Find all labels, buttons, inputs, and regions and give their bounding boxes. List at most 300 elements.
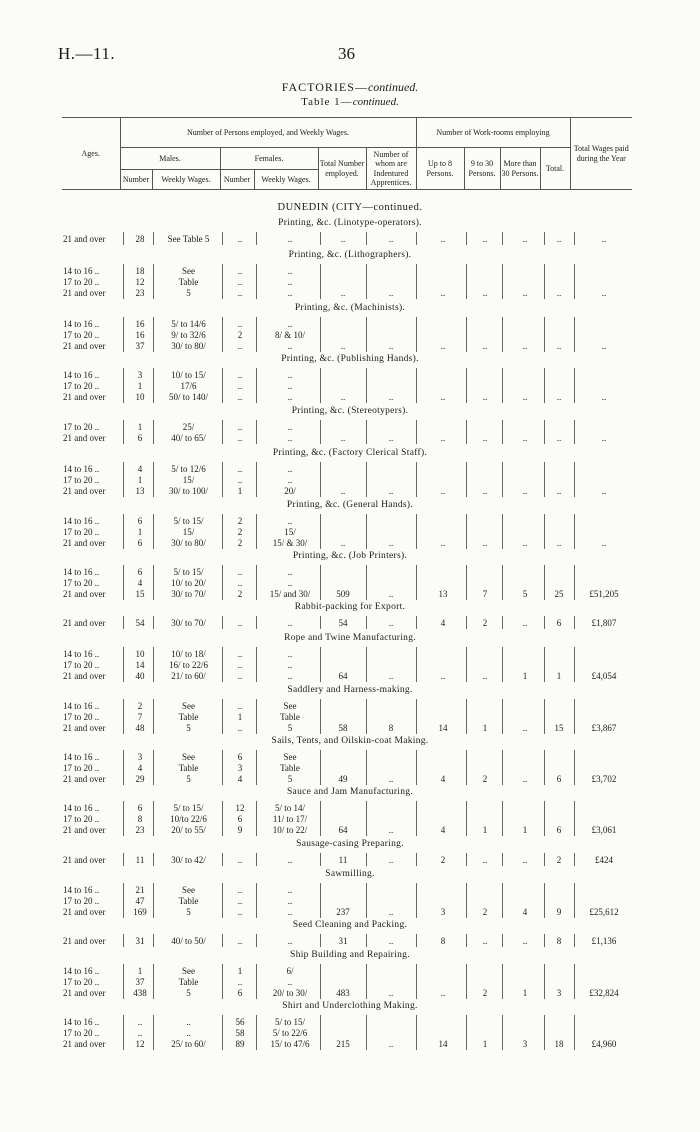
column-rule	[544, 565, 545, 600]
cell-females-wages: ..	[287, 319, 293, 329]
column-rule	[153, 934, 154, 947]
cell-males-number: 3	[137, 370, 143, 380]
column-rule	[222, 883, 223, 918]
column-rule	[256, 647, 257, 682]
column-rule	[416, 964, 417, 999]
cell-females-wages: Table	[280, 712, 300, 722]
column-rule	[222, 565, 223, 600]
column-rule	[466, 934, 467, 947]
cell-total-employed: 58	[338, 723, 348, 733]
cell-rooms-more-than-30: 5	[522, 589, 528, 599]
column-rule	[574, 750, 575, 785]
cell-age: 14 to 16 ..	[63, 464, 100, 474]
cell-males-wages: ..	[186, 1028, 191, 1038]
cell-females-wages: 20/	[284, 486, 296, 496]
cell-indentured: ..	[388, 988, 394, 998]
table-row	[0, 319, 700, 330]
column-rule	[544, 964, 545, 999]
page-title	[0, 80, 700, 95]
cell-males-wages: See Table 5	[167, 234, 210, 244]
cell-rooms-9-to-30: 2	[482, 988, 488, 998]
cell-males-wages: 30/ to 100/	[168, 486, 208, 496]
cell-total-wages: £3,061	[591, 825, 617, 835]
section-title: Rabbit-packing for Export.	[294, 602, 406, 612]
cell-age: 17 to 20 ..	[63, 763, 100, 773]
cell-total-wages: £32,824	[589, 988, 619, 998]
column-rule	[502, 883, 503, 918]
column-rule	[466, 964, 467, 999]
cell-rooms-total: 1	[556, 671, 562, 681]
cell-females-number: ..	[237, 422, 243, 432]
column-rule	[123, 801, 124, 836]
cell-males-number: 6	[137, 516, 143, 526]
column-rule	[416, 853, 417, 866]
cell-age: 14 to 16 ..	[63, 966, 100, 976]
cell-females-wages: 5/ to 22/6	[272, 1028, 308, 1038]
column-rule	[416, 1015, 417, 1050]
cell-females-number: ..	[237, 433, 243, 443]
cell-indentured: ..	[388, 234, 394, 244]
column-rule	[123, 565, 124, 600]
cell-females-number: 2	[237, 589, 243, 599]
cell-females-number: ..	[237, 319, 243, 329]
cell-females-number: ..	[237, 475, 243, 485]
column-rule	[320, 883, 321, 918]
cell-rooms-more-than-30: 4	[522, 907, 528, 917]
cell-females-wages: ..	[287, 578, 293, 588]
cell-total-employed: ..	[340, 288, 346, 298]
column-rule	[544, 1015, 545, 1050]
cell-males-number: 2	[137, 701, 143, 711]
cell-males-number: 29	[135, 774, 145, 784]
cell-females-wages: ..	[287, 422, 293, 432]
cell-males-number: 12	[135, 1039, 145, 1049]
table-row	[0, 618, 700, 629]
cell-rooms-total: ..	[556, 234, 562, 244]
table-row	[0, 475, 700, 486]
cell-males-wages: 5	[186, 907, 191, 917]
cell-females-number: ..	[237, 977, 243, 987]
cell-total-wages: £1,136	[591, 936, 617, 946]
table-row	[0, 578, 700, 589]
section-title: Printing, &c. (Factory Clerical Staff).	[272, 448, 428, 458]
column-rule	[416, 462, 417, 497]
column-rule	[574, 699, 575, 734]
table-row	[0, 464, 700, 475]
cell-males-wages: 16/ to 22/6	[168, 660, 208, 670]
cell-rooms-9-to-30: 7	[482, 589, 488, 599]
cell-total-wages: £4,960	[591, 1039, 617, 1049]
cell-females-wages: ..	[287, 392, 293, 402]
cell-females-number: ..	[237, 578, 243, 588]
column-rule	[123, 616, 124, 629]
cell-indentured: ..	[388, 825, 394, 835]
cell-rooms-more-than-30: ..	[522, 341, 528, 351]
cell-total-wages: £3,867	[591, 723, 617, 733]
cell-females-wages: ..	[287, 885, 293, 895]
column-rule	[320, 565, 321, 600]
cell-males-number: 54	[135, 618, 145, 628]
column-rule	[123, 883, 124, 918]
column-rule	[123, 647, 124, 682]
column-rule	[416, 647, 417, 682]
cell-males-wages: See	[182, 966, 195, 976]
cell-age: 14 to 16 ..	[63, 701, 100, 711]
cell-rooms-9-to-30: 1	[482, 723, 488, 733]
column-rule	[366, 801, 367, 836]
cell-age: 17 to 20 ..	[63, 578, 100, 588]
column-rule	[466, 368, 467, 403]
column-rule	[574, 420, 575, 444]
section-title: Printing, &c. (Linotype-operators).	[278, 218, 422, 228]
column-rule	[416, 616, 417, 629]
table-row	[0, 671, 700, 682]
column-rule	[544, 514, 545, 549]
cell-females-number: ..	[237, 266, 243, 276]
column-rule	[320, 368, 321, 403]
column-rule	[502, 964, 503, 999]
cell-males-wages: Table	[178, 712, 199, 722]
cell-females-wages: ..	[287, 618, 293, 628]
column-rule	[320, 964, 321, 999]
section-title: Printing, &c. (Publishing Hands).	[281, 354, 419, 364]
cell-rooms-9-to-30: 2	[482, 907, 488, 917]
cell-age: 21 and over	[63, 433, 106, 443]
cell-age: 21 and over	[63, 589, 106, 599]
cell-rooms-more-than-30: 1	[522, 671, 528, 681]
header-male-wages: Weekly Wages.	[152, 170, 220, 190]
column-rule	[544, 616, 545, 629]
cell-rooms-9-to-30: ..	[482, 234, 488, 244]
cell-rooms-up-to-8: 4	[440, 618, 446, 628]
column-rule	[416, 750, 417, 785]
column-rule	[466, 750, 467, 785]
cell-rooms-9-to-30: ..	[482, 433, 488, 443]
column-rule	[466, 420, 467, 444]
cell-females-number: ..	[237, 370, 243, 380]
cell-males-wages: See	[182, 885, 195, 895]
cell-females-wages: ..	[287, 277, 293, 287]
column-rule	[366, 462, 367, 497]
section-title: Saddlery and Harness-making.	[287, 685, 413, 695]
column-rule	[320, 647, 321, 682]
cell-males-number: 47	[135, 896, 145, 906]
cell-females-number: ..	[237, 381, 243, 391]
cell-indentured: ..	[388, 341, 394, 351]
cell-age: 21 and over	[63, 774, 106, 784]
cell-age: 21 and over	[63, 234, 106, 244]
column-rule	[256, 801, 257, 836]
column-rule	[123, 934, 124, 947]
cell-females-number: ..	[237, 660, 243, 670]
cell-rooms-9-to-30: 2	[482, 774, 488, 784]
cell-age: 14 to 16 ..	[63, 885, 100, 895]
cell-males-wages: ..	[186, 1017, 191, 1027]
column-rule	[153, 317, 154, 352]
column-rule	[416, 317, 417, 352]
table-row	[0, 516, 700, 527]
cell-rooms-up-to-8: 4	[440, 774, 446, 784]
section-title: Printing, &c. (Stereotypers).	[291, 406, 409, 416]
column-rule	[256, 317, 257, 352]
cell-rooms-9-to-30: 1	[482, 825, 488, 835]
column-rule	[416, 420, 417, 444]
cell-total-employed: 54	[338, 618, 348, 628]
cell-total-employed: 237	[336, 907, 350, 917]
column-rule	[222, 1015, 223, 1050]
cell-total-wages: £1,807	[591, 618, 617, 628]
column-rule	[123, 317, 124, 352]
column-rule	[466, 883, 467, 918]
cell-age: 14 to 16 ..	[63, 266, 100, 276]
column-rule	[416, 232, 417, 245]
column-rule	[366, 616, 367, 629]
cell-age: 14 to 16 ..	[63, 370, 100, 380]
cell-age: 17 to 20 ..	[63, 896, 100, 906]
column-rule	[502, 420, 503, 444]
cell-males-wages: 30/ to 42/	[171, 855, 206, 865]
cell-rooms-up-to-8: 13	[438, 589, 448, 599]
cell-indentured: ..	[388, 671, 394, 681]
cell-rooms-more-than-30: ..	[522, 774, 528, 784]
cell-females-number: 58	[235, 1028, 245, 1038]
cell-females-number: ..	[237, 464, 243, 474]
cell-females-wages: 15/ & 30/	[272, 538, 308, 548]
cell-age: 21 and over	[63, 538, 106, 548]
cell-rooms-total: ..	[556, 341, 562, 351]
cell-age: 17 to 20 ..	[63, 381, 100, 391]
column-rule	[574, 1015, 575, 1050]
table-row	[0, 907, 700, 918]
cell-indentured: ..	[388, 618, 394, 628]
table-row	[0, 988, 700, 999]
cell-rooms-up-to-8: ..	[440, 988, 446, 998]
cell-males-number: 13	[135, 486, 145, 496]
cell-total-wages: ..	[601, 288, 607, 298]
cell-females-number: 6	[237, 814, 243, 824]
column-rule	[153, 232, 154, 245]
cell-total-employed: ..	[340, 486, 346, 496]
cell-rooms-total: 6	[556, 618, 562, 628]
table-row	[0, 649, 700, 660]
column-rule	[366, 883, 367, 918]
column-rule	[222, 934, 223, 947]
cell-total-employed: 49	[338, 774, 348, 784]
column-rule	[123, 1015, 124, 1050]
cell-age: 17 to 20 ..	[63, 527, 100, 537]
cell-males-wages: 40/ to 50/	[171, 936, 206, 946]
table-title	[0, 96, 700, 108]
header-up-to-8: Up to 8 Persons.	[416, 148, 464, 190]
cell-females-number: ..	[237, 234, 243, 244]
cell-total-employed: 64	[338, 671, 348, 681]
column-rule	[466, 699, 467, 734]
cell-rooms-9-to-30: ..	[482, 855, 488, 865]
cell-females-wages: 15/	[284, 527, 296, 537]
cell-age: 14 to 16 ..	[63, 516, 100, 526]
cell-males-wages: 30/ to 80/	[171, 538, 206, 548]
cell-females-wages: ..	[287, 288, 293, 298]
cell-total-wages: ..	[601, 341, 607, 351]
cell-rooms-up-to-8: 14	[438, 1039, 448, 1049]
header-ages: Ages.	[62, 118, 120, 190]
column-rule	[222, 647, 223, 682]
column-rule	[502, 616, 503, 629]
cell-rooms-total: ..	[556, 538, 562, 548]
cell-rooms-total: ..	[556, 486, 562, 496]
column-rule	[123, 462, 124, 497]
cell-males-wages: 10/ to 18/	[171, 649, 206, 659]
column-rule	[222, 853, 223, 866]
header-indentured: Number of whom are Indentured Apprentices.	[366, 148, 416, 190]
column-rule	[366, 750, 367, 785]
column-rule	[466, 565, 467, 600]
column-rule	[574, 264, 575, 299]
column-rule	[466, 514, 467, 549]
header-females: Females.	[220, 148, 318, 170]
cell-rooms-total: ..	[556, 288, 562, 298]
cell-males-number: 48	[135, 723, 145, 733]
cell-females-number: 12	[235, 803, 245, 813]
cell-indentured: ..	[388, 538, 394, 548]
column-rule	[544, 750, 545, 785]
cell-total-wages: ..	[601, 486, 607, 496]
column-rule	[153, 801, 154, 836]
cell-total-wages: ..	[601, 433, 607, 443]
cell-females-number: 6	[237, 752, 243, 762]
cell-females-wages: Table	[280, 763, 300, 773]
column-rule	[366, 420, 367, 444]
cell-rooms-total: 9	[556, 907, 562, 917]
cell-rooms-9-to-30: 2	[482, 618, 488, 628]
column-rule	[366, 317, 367, 352]
cell-males-wages: 5	[186, 774, 191, 784]
cell-rooms-total: 6	[556, 825, 562, 835]
column-rule	[574, 853, 575, 866]
cell-females-wages: ..	[287, 855, 293, 865]
table-row	[0, 288, 700, 299]
cell-indentured: ..	[388, 433, 394, 443]
column-rule	[574, 462, 575, 497]
cell-males-number: 3	[137, 752, 143, 762]
cell-indentured: ..	[388, 907, 394, 917]
cell-rooms-total: 6	[556, 774, 562, 784]
cell-males-number: 14	[135, 660, 145, 670]
column-rule	[256, 420, 257, 444]
column-rule	[466, 853, 467, 866]
table-row	[0, 381, 700, 392]
header-total-wages: Total Wages paid during the Year	[570, 118, 632, 190]
header-more-than-30: More than 30 Persons.	[500, 148, 540, 190]
table-row	[0, 589, 700, 600]
column-rule	[502, 232, 503, 245]
column-rule	[574, 801, 575, 836]
cell-males-wages: 5	[186, 723, 191, 733]
column-rule	[222, 699, 223, 734]
cell-males-wages: 30/ to 70/	[171, 618, 206, 628]
cell-rooms-total: 15	[554, 723, 564, 733]
column-rule	[153, 699, 154, 734]
cell-males-wages: See	[182, 266, 195, 276]
cell-total-wages: ..	[601, 392, 607, 402]
cell-males-wages: Table	[178, 977, 199, 987]
column-rule	[123, 750, 124, 785]
column-rule	[502, 647, 503, 682]
column-rule	[256, 964, 257, 999]
cell-rooms-9-to-30: 1	[482, 1039, 488, 1049]
cell-rooms-more-than-30: ..	[522, 723, 528, 733]
cell-rooms-up-to-8: ..	[440, 671, 446, 681]
column-rule	[416, 368, 417, 403]
cell-rooms-up-to-8: ..	[440, 288, 446, 298]
column-rule	[502, 462, 503, 497]
cell-rooms-more-than-30: ..	[522, 486, 528, 496]
column-rule	[320, 934, 321, 947]
cell-rooms-more-than-30: ..	[522, 936, 528, 946]
cell-males-number: 21	[135, 885, 145, 895]
column-rule	[466, 317, 467, 352]
cell-age: 21 and over	[63, 618, 106, 628]
cell-males-wages: 5	[186, 288, 191, 298]
column-rule	[366, 964, 367, 999]
cell-females-wages: 8/ & 10/	[274, 330, 305, 340]
table-row	[0, 966, 700, 977]
table-row	[0, 885, 700, 896]
table-title-italic: continued.	[352, 96, 399, 108]
cell-rooms-9-to-30: ..	[482, 288, 488, 298]
document-code: H.—11.	[58, 44, 116, 63]
cell-age: 17 to 20 ..	[63, 422, 100, 432]
cell-females-number: 9	[237, 825, 243, 835]
cell-males-wages: 25/ to 60/	[171, 1039, 206, 1049]
table-header	[62, 117, 632, 190]
cell-females-number: ..	[237, 277, 243, 287]
column-rule	[544, 264, 545, 299]
column-rule	[153, 565, 154, 600]
section-title: Sawmilling.	[325, 869, 375, 879]
column-rule	[574, 514, 575, 549]
cell-total-wages: £424	[595, 855, 613, 865]
column-rule	[544, 317, 545, 352]
column-rule	[222, 368, 223, 403]
cell-males-number: 37	[135, 341, 145, 351]
cell-rooms-up-to-8: 14	[438, 723, 448, 733]
cell-females-wages: ..	[287, 381, 293, 391]
column-rule	[256, 462, 257, 497]
cell-total-employed: 215	[336, 1039, 350, 1049]
cell-age: 21 and over	[63, 988, 106, 998]
column-rule	[256, 934, 257, 947]
cell-males-number: 169	[133, 907, 147, 917]
cell-rooms-up-to-8: ..	[440, 341, 446, 351]
column-rule	[502, 934, 503, 947]
cell-rooms-total: 25	[554, 589, 564, 599]
cell-females-number: 2	[237, 330, 243, 340]
cell-males-wages: 5/ to 12/6	[171, 464, 206, 474]
cell-females-wages: 10/ to 22/	[272, 825, 308, 835]
column-rule	[153, 964, 154, 999]
column-rule	[222, 514, 223, 549]
table-title-main: Table 1—	[301, 96, 353, 108]
column-rule	[544, 368, 545, 403]
cell-males-number: 23	[135, 825, 145, 835]
column-rule	[416, 934, 417, 947]
column-rule	[320, 462, 321, 497]
column-rule	[320, 514, 321, 549]
cell-age: 17 to 20 ..	[63, 977, 100, 987]
cell-females-wages: ..	[287, 567, 293, 577]
column-rule	[123, 853, 124, 866]
